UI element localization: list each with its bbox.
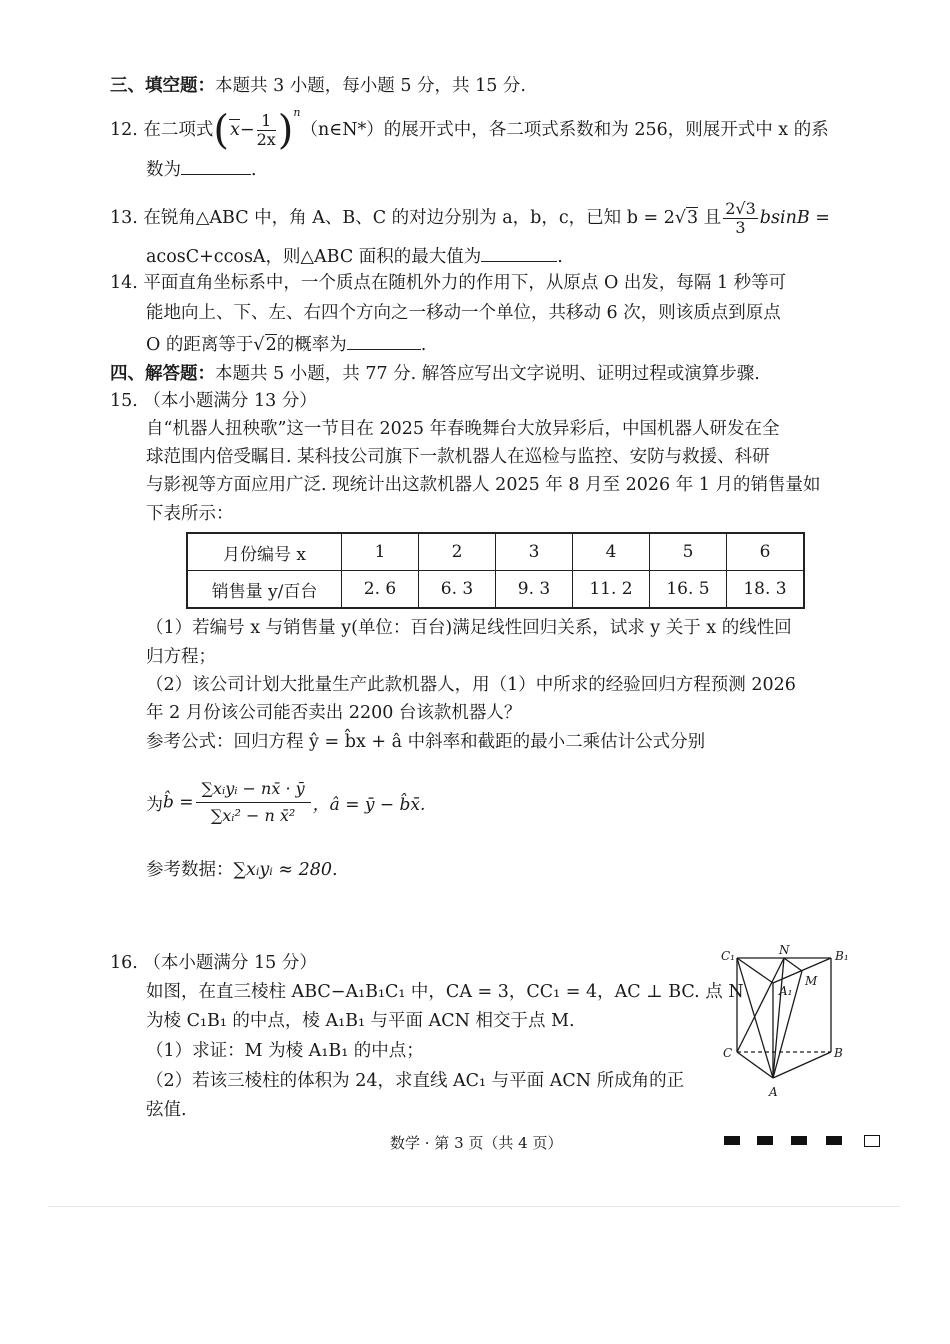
q12-condition: （n∈N*） (300, 120, 384, 140)
reference-data (146, 858, 338, 882)
q16-para-1: 如图，在直三棱柱 ABC−A₁B₁C₁ 中，CA = 3，CC₁ = 4，AC ⊥ BC. 点 N (146, 982, 744, 1002)
question-13: 13. 在锐角△ABC 中，角 A、B、C 的对边分别为 a，b，c，已知 b = 2√3 且 $\frac{2√3}{3}$ bsinB = (110, 199, 830, 237)
table-cell: 2 (419, 533, 496, 571)
table-cell: 6. 3 (419, 571, 496, 609)
q15-para-4: 下表所示： (146, 504, 234, 524)
footer-block (791, 1136, 807, 1145)
q16-para-2: 为棱 C₁B₁ 的中点，棱 A₁B₁ 与平面 ACN 相交于点 M. (146, 1011, 575, 1031)
question-16 (110, 951, 317, 975)
q16-sub1: （1）求证：M 为棱 A₁B₁ 的中点； (146, 1041, 424, 1061)
q15-sub2: （2）该公司计划大批量生产此款机器人，用（1）中所求的经验回归方程预测 2026 (146, 675, 796, 695)
q15-sub1: （1）若编号 x 与销售量 y(单位：百台)满足线性回归关系，试求 y 关于 x 的线性回 (146, 618, 792, 638)
q14-period: . (420, 335, 427, 355)
formula-denominator: ∑xᵢ² − n x̄² (210, 806, 296, 825)
sales-table (186, 532, 805, 609)
q16-sub2-cont: 弦值. (146, 1100, 187, 1120)
question-number: 13. (110, 208, 138, 228)
question-13-line2 (146, 243, 563, 269)
question-12-line2 (146, 156, 257, 182)
q12-text-2: 的展开式中，各二项式系数和为 256，则展开式中 x 的系 (383, 120, 829, 140)
formula-a: ，â = ȳ − b̂x̄. (312, 795, 426, 815)
q13-period: . (557, 247, 563, 267)
footer-block-outline (864, 1135, 880, 1147)
table-header-cell: 月份编号 x (187, 533, 342, 571)
section-desc: 本题共 5 小题，共 77 分. 解答应写出文字说明、证明过程或演算步骤. (215, 364, 760, 384)
q14-sqrt: 2 (265, 335, 277, 355)
q12-exponent: n (293, 106, 301, 120)
question-14-line3: O 的距离等于√2的概率为 . (146, 331, 426, 357)
formula-prefix: 为 (146, 795, 163, 815)
formula-numerator: ∑xᵢyᵢ − nx̄ · ȳ (196, 776, 311, 803)
section-answer (110, 362, 760, 386)
section-title: 四、解答题： (110, 364, 215, 384)
table-cell: 3 (496, 533, 573, 571)
question-score: （本小题满分 15 分） (143, 953, 317, 973)
q13-text-3: acosC+ccosA，则△ABC 面积的最大值为 (146, 247, 482, 267)
q15-para-1: 自“机器人扭秧歌”这一节目在 2025 年春晚舞台大放异彩后，中国机器人研发在全 (146, 419, 780, 439)
page-divider (48, 1206, 900, 1207)
q15-sub1-cont: 归方程； (146, 647, 216, 667)
table-cell: 9. 3 (496, 571, 573, 609)
question-12: 12. 在二项式(x− $\frac{1}{2x}$ )$^n$（n∈N*）的展开式中，各二项式系数和为 256，则展开式中 x 的系 (110, 106, 829, 154)
question-number: 14. (110, 273, 138, 293)
question-number: 12. (110, 120, 138, 140)
q14-text-3: O 的距离等于 (146, 335, 254, 355)
q16-sub2: （2）若该三棱柱的体积为 24，求直线 AC₁ 与平面 ACN 所成角的正 (146, 1071, 685, 1091)
q15-reference-formula: 参考公式：回归方程 ŷ = b̂x + â 中斜率和截距的最小二乘估计公式分别 (146, 732, 706, 752)
data-value: ∑xᵢyᵢ ≈ 280. (233, 860, 338, 880)
table-cell: 1 (342, 533, 419, 571)
q12-frac-num: 1 (257, 112, 276, 131)
table-header-cell: 销售量 y/百台 (187, 571, 342, 609)
q14-text-2: 能地向上、下、左、右四个方向之一移动一个单位，共移动 6 次，则该质点到原点 (146, 303, 781, 323)
answer-blank[interactable] (347, 331, 421, 350)
q12-frac-den: 2x (256, 130, 276, 149)
table-cell: 4 (573, 533, 650, 571)
answer-blank[interactable] (481, 243, 557, 262)
q12-text: 在二项式 (143, 120, 214, 140)
q13-sqrt: 3 (687, 208, 699, 228)
q14-text: 平面直角坐标系中，一个质点在随机外力的作用下，从原点 O 出发，每隔 1 秒等可 (143, 273, 787, 293)
section-title: 三、填空题： (110, 76, 215, 96)
table-cell: 6 (727, 533, 805, 571)
question-15 (110, 389, 317, 413)
section-fill-in (110, 74, 526, 98)
table-cell: 11. 2 (573, 571, 650, 609)
label-b1: B₁ (835, 949, 849, 963)
label-m: M (805, 974, 818, 988)
q13-text-2: bsinB = (759, 208, 830, 228)
table-cell: 2. 6 (342, 571, 419, 609)
footer-block (724, 1136, 740, 1145)
q13-text: 在锐角△ABC 中，角 A、B、C 的对边分别为 a，b，c，已知 b = 2 (143, 208, 675, 228)
footer-block (826, 1136, 842, 1145)
section-desc: 本题共 3 小题，每小题 5 分，共 15 分. (215, 76, 526, 96)
label-a1: A₁ (779, 984, 793, 998)
label-n: N (779, 943, 790, 957)
prism-figure (715, 940, 855, 1105)
q12-text-3: 数为 (146, 160, 181, 180)
q15-para-3: 与影视等方面应用广泛. 现统计出这款机器人 2025 年 8 月至 2026 年 1 月的销售量如 (146, 475, 821, 495)
table-cell: 16. 5 (650, 571, 727, 609)
question-score: （本小题满分 13 分） (143, 391, 317, 411)
q13-frac-den: 3 (735, 218, 746, 237)
page-footer: 数学 · 第 3 页（共 4 页） (390, 1134, 563, 1152)
q13-text-mid: 且 (698, 208, 722, 228)
label-b: B (834, 1046, 843, 1060)
table-cell: 5 (650, 533, 727, 571)
formula-b: b̂ = (163, 792, 194, 813)
label-c: C (723, 1046, 733, 1060)
table-row (187, 533, 804, 571)
label-c1: C₁ (721, 949, 735, 963)
q14-text-4: 的概率为 (276, 335, 347, 355)
table-cell: 18. 3 (727, 571, 805, 609)
footer-block (757, 1136, 773, 1145)
table-row (187, 571, 804, 609)
q15-para-2: 球范围内倍受瞩目. 某科技公司旗下一款机器人在巡检与监控、安防与救援、科研 (146, 447, 770, 467)
q13-frac-num: 2√3 (725, 199, 756, 218)
answer-blank[interactable] (181, 156, 251, 175)
question-number: 16. (110, 953, 138, 973)
q12-period: . (251, 160, 257, 180)
regression-formula (146, 776, 425, 829)
label-a: A (769, 1085, 778, 1099)
q15-sub2-cont: 年 2 月份该公司能否卖出 2200 台该款机器人？ (146, 703, 522, 723)
question-number: 15. (110, 391, 138, 411)
data-label: 参考数据： (146, 860, 234, 880)
question-14 (110, 271, 786, 295)
